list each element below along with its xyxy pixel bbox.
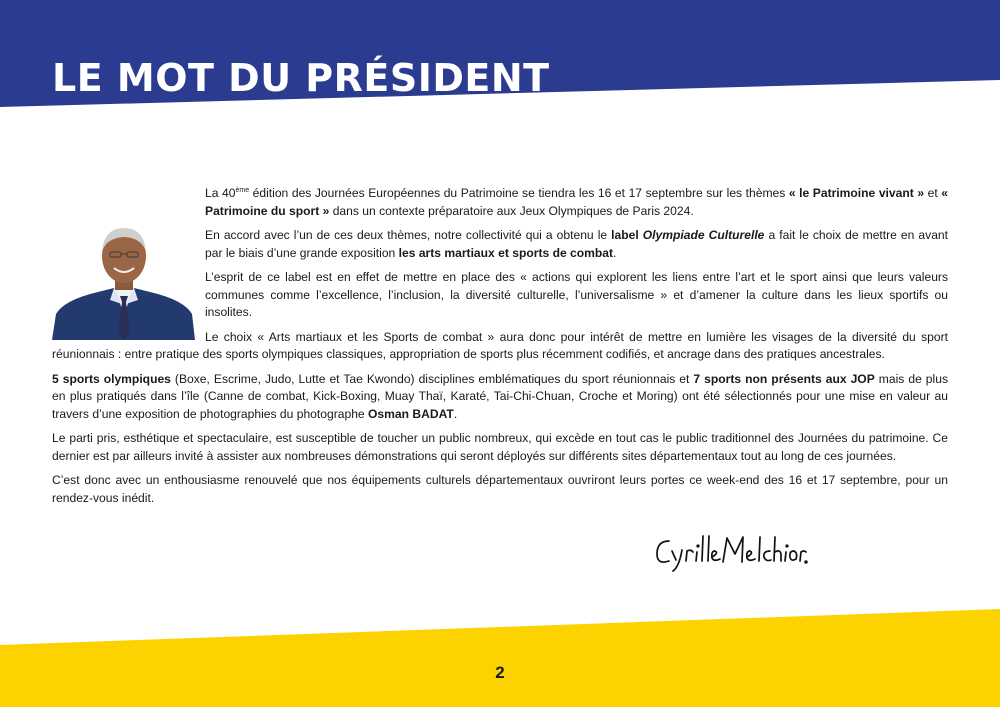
- label-word: label: [611, 228, 643, 242]
- text-run: mais de plus en plus pratiqués dans l’île (Canne de combat, Kick-Boxing, Muay Thaï, Karaté, Tai-Chi-Chuan, Croche et Moring) ont été sélectionnés pour une mise en valeur au travers d’une exposition de photographies du photographe: [52, 371, 948, 421]
- portrait-spacer: [52, 185, 205, 343]
- paragraph-sports: [52, 371, 948, 424]
- photographer-name: Osman BADAT: [368, 406, 454, 421]
- page-number: 2: [495, 663, 505, 682]
- text-run: .: [453, 406, 458, 421]
- paragraph-esprit: L’esprit de ce label est en effet de mettre en place des « actions qui explorent les liens entre l’art et le sport ainsi que leurs valeurs communes comme l’excellence, l’inclusion, la diversité culturelle, l’universalisme » et d’amener la culture dans les lieux sportifs ou insolites.: [205, 270, 948, 319]
- text-run: En accord avec l’un de ces deux thèmes, notre collectivité qui a obtenu le: [205, 228, 612, 242]
- paragraph-conclusion: C’est donc avec un enthousiasme renouvelé que nos équipements culturels départementaux ouvriront leurs portes ce week-end des 16 et 17 septembre, pour un rendez-vous inédit.: [52, 473, 948, 505]
- text-run: .: [613, 245, 617, 260]
- superscript: ème: [235, 186, 250, 194]
- president-message: [52, 185, 948, 514]
- page-title: LE MOT DU PRÉSIDENT: [52, 56, 550, 100]
- paragraph-choix: Le choix « Arts martiaux et les Sports de combat » aura donc pour intérêt de mettre en lumière les visages de la diversité du sport réunionnais : entre pratique des sports olympiques classiques, appropriation de sports plus récemment codifiés, et ancrage dans des pratiques ancestrales.: [52, 329, 948, 361]
- olympiade-culturelle: Olympiade Culturelle: [642, 228, 765, 242]
- text-run: a fait le choix de mettre en avant par le biais d’une grande exposition: [205, 228, 949, 260]
- sports-non-jop-highlight: 7 sports non présents aux JOP: [693, 371, 875, 386]
- theme-patrimoine-vivant: « le Patrimoine vivant »: [788, 186, 925, 200]
- footer-band-shape: [0, 609, 1000, 707]
- text-run: (Boxe, Escrime, Judo, Lutte et Tae Kwondo) disciplines emblématiques du sport réunionnais et: [170, 371, 694, 386]
- signature: [653, 527, 808, 573]
- text-run: La 40: [205, 186, 236, 200]
- paragraph-parti-pris: Le parti pris, esthétique et spectaculaire, est susceptible de toucher un public nombreux, qui excède en tout cas le public traditionnel des Journées du patrimoine. Ce dernier est par ailleurs invité à assister aux nombreuses démonstrations qui seront déployés sur différents sites départementaux tout au long de ces journées.: [52, 431, 948, 463]
- text-run: édition des Journées Européennes du Patrimoine se tiendra les 16 et 17 septembre sur les thèmes: [249, 186, 789, 200]
- sports-olympiques-highlight: 5 sports olympiques: [52, 371, 171, 386]
- arts-martiaux-highlight: les arts martiaux et sports de combat: [398, 245, 614, 260]
- text-run: dans un contexte préparatoire aux Jeux Olympiques de Paris 2024.: [329, 203, 694, 218]
- text-run: et: [924, 186, 942, 200]
- footer-band: [0, 605, 1000, 707]
- theme-patrimoine-sport: « Patrimoine du sport »: [205, 186, 949, 218]
